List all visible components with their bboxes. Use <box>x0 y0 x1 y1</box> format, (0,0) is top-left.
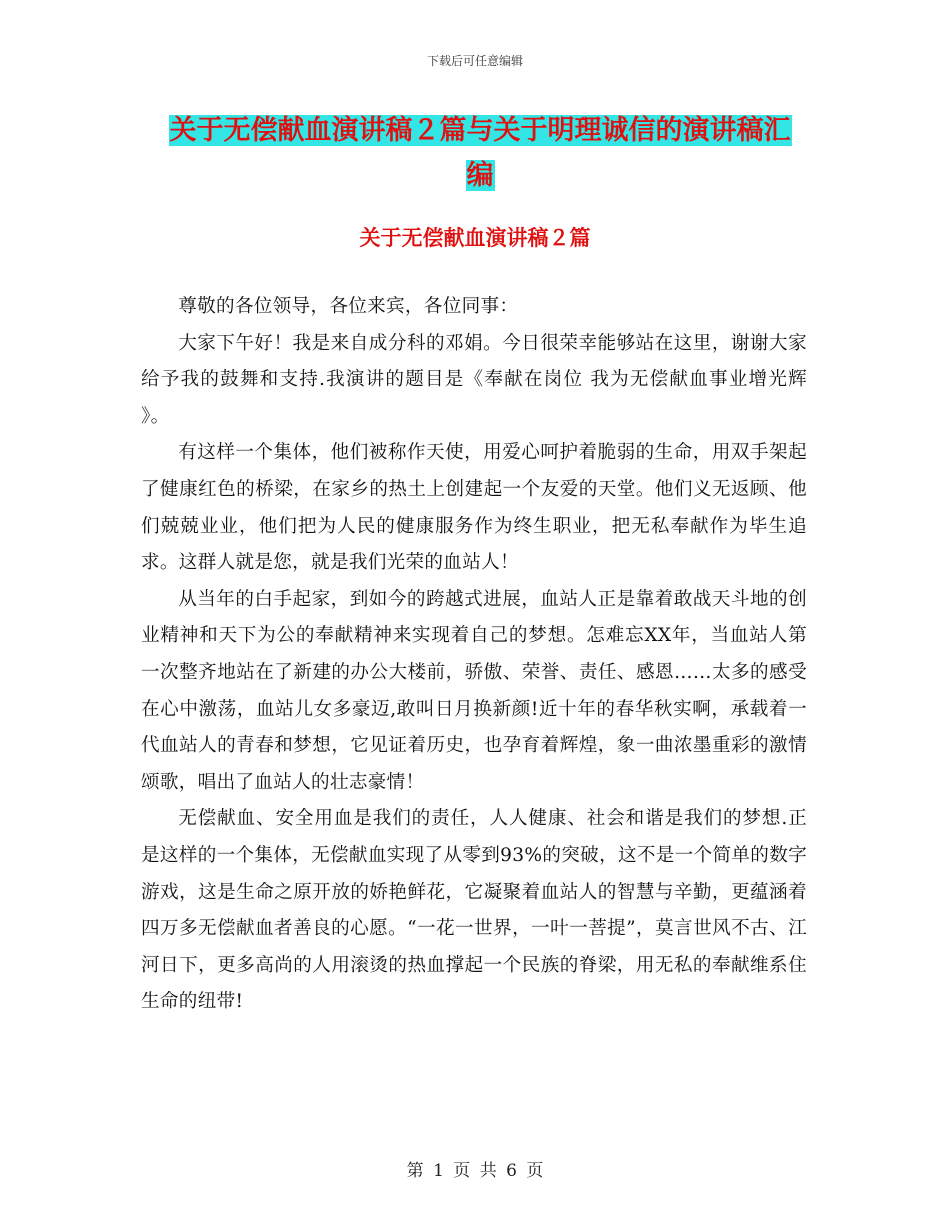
page-number-footer: 第 1 页 共 6 页 <box>406 1161 544 1181</box>
paragraph: 大家下午好！我是来自成分科的邓娟。今日很荣幸能够站在这里，谢谢大家给予我的鼓舞和支持.我演讲的题目是《奉献在岗位 我为无偿献血事业增光辉 》。 <box>141 332 807 427</box>
section-title: 关于无偿献血演讲稿２篇 <box>359 225 591 250</box>
paragraph: 有这样一个集体，他们被称作天使，用爱心呵护着脆弱的生命，用双手架起了健康红色的桥梁，在家乡的热土上创建起一个友爱的天堂。他们义无返顾、他们兢兢业业，他们把为人民的健康服务作为终生职业，把无私奉献作为毕生追求。这群人就是您，就是我们光荣的血站人！ <box>141 442 807 574</box>
document-title-line2: 编 <box>466 160 494 191</box>
document-body <box>141 289 807 1021</box>
paragraph: 从当年的白手起家，到如今的跨越式进展，血站人正是靠着敢战天斗地的创业精神和天下为公的奉献精神来实现着自己的梦想。怎难忘XX年，当血站人第一次整齐地站在了新建的办公大楼前，骄傲、荣誉、责任、感恩……太多的感受在心中激荡，血站儿女多豪迈,敢叫日月换新颜!近十年的春华秋实啊，承载着一代血站人的青春和梦想，它见证着历史，也孕育着辉煌，象一曲浓墨重彩的激情颂歌，唱出了血站人的壮志豪情！ <box>141 588 807 793</box>
document-title-line1: 关于无偿献血演讲稿２篇与关于明理诚信的演讲稿汇 <box>169 115 791 146</box>
paragraph-salutation: 尊敬的各位领导，各位来宾，各位同事： <box>178 296 519 317</box>
document-title <box>140 108 820 198</box>
paragraph: 无偿献血、安全用血是我们的责任，人人健康、社会和谐是我们的梦想.正是这样的一个集体，无偿献血实现了从零到93%的突破，这不是一个简单的数字游戏，这是生命之原开放的娇艳鲜花，它凝聚着血站人的智慧与辛勤，更蕴涵着四万多无偿献血者善良的心愿。“一花一世界，一叶一菩提”，莫言世风不古、江河日下，更多高尚的人用滚烫的热血撑起一个民族的脊梁，用无私的奉献维系住生命的纽带! <box>141 808 807 1013</box>
page-header-note: 下载后可任意编辑 <box>426 54 523 68</box>
